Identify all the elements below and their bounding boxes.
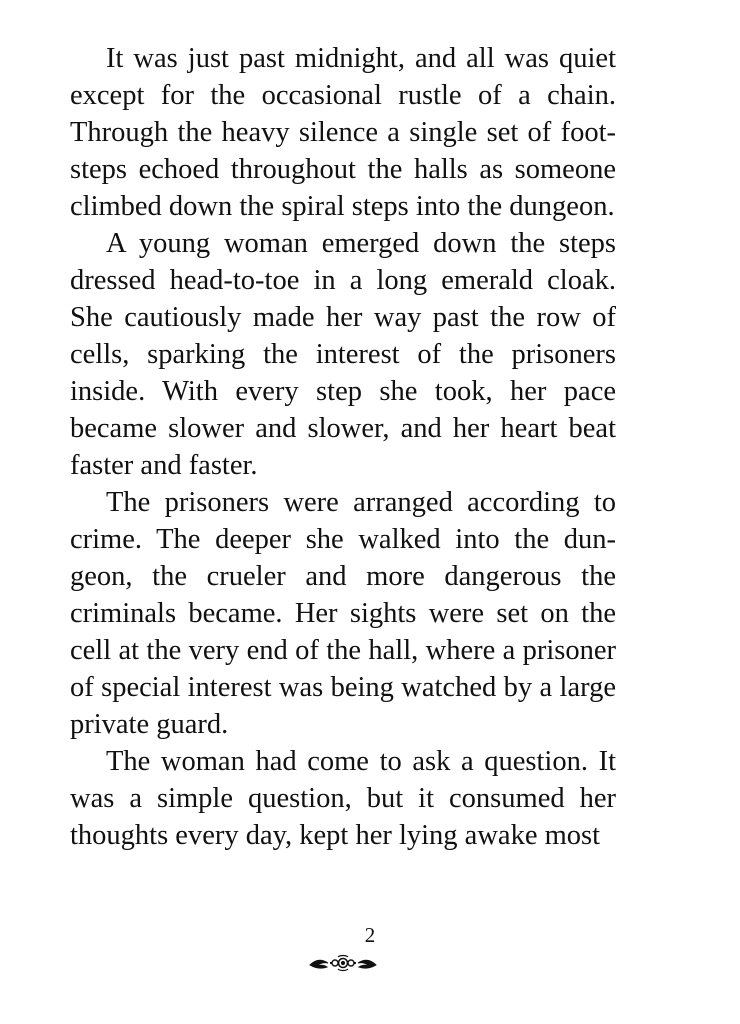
paragraph: A young woman emerged down the steps dressed head-to-toe in a long emerald cloak. She cautiously made her way past the row of cells, sparking the interest of the prisoners inside. With every step she took, her pace became slower and slower, and her heart beat faster and faster. [70, 228, 616, 481]
page-number: 2 [364, 923, 376, 947]
paragraph: The woman had come to ask a question. It was a simple question, but it consumed her thoughts every day, kept her lying awake most [70, 746, 616, 851]
page-body [70, 40, 616, 854]
paragraph: It was just past midnight, and all was quiet except for the occasional rustle of a chain. Through the heavy silence a single set of footsteps echoed throughout the halls as someone climbed down the spiral steps into the dungeon. [70, 43, 616, 222]
floral-ornament-icon [308, 952, 378, 974]
paragraph: The prisoners were arranged according to crime. The deeper she walked into the dungeon, the crueler and more dangerous the criminals became. Her sights were set on the cell at the very end of the hall, where a prisoner of special interest was being watched by a large private guard. [70, 487, 616, 740]
